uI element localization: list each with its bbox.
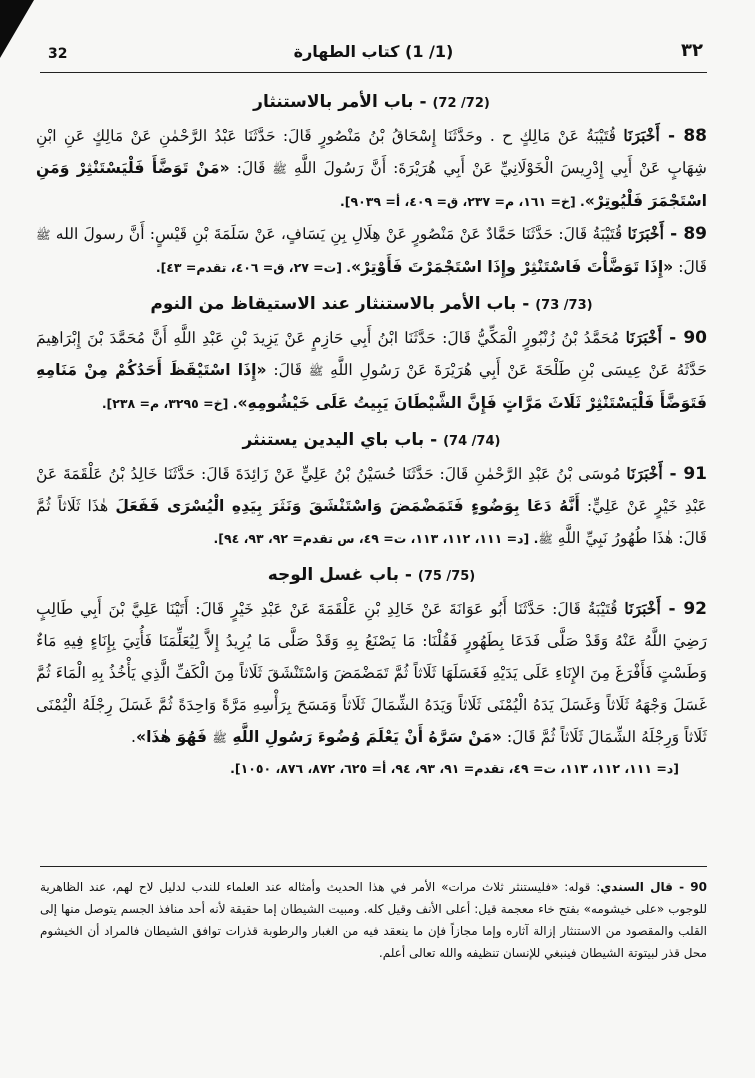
salutation-mark: ﷺ: [272, 162, 287, 176]
hadith-references: . [ت= ٢٧، ق= ٤٠٦، تقدم= ٤٣].: [155, 260, 352, 275]
hadith-91: [36, 458, 707, 555]
hadith-intro: أَخْبَرَنَا: [627, 224, 664, 243]
hadith-intro: أَخْبَرَنَا: [623, 126, 660, 145]
footnote: [40, 876, 707, 964]
hadith-matn: «مَنْ سَرَّهُ أَنْ يَعْلَمَ وُضُوءَ رَسُولِ اللَّهِ: [226, 728, 502, 746]
hadith-chain: قُتَيْبَةُ قَالَ: حَدَّثَنَا حَمَّادٌ عَنْ مَنْصُورٍ عَنْ هِلَالِ بِنِ يَسَافٍ، عَنْ سَلَمَةَ بْنِ قَيْسٍ: أَنَّ رسولَ الله: [50, 225, 628, 243]
hadith-intro: أَخْبَرَنَا: [624, 599, 661, 618]
hadith-matn: «إِذَا تَوَضَّأْتَ فَاسْتَنْثِرْ وإِذَا اسْتَجْمَرْتَ فَأَوْتِرْ»: [351, 258, 674, 276]
chapter-title: - باب الأمر بالاستنثار: [253, 92, 433, 112]
hadith-chain-end: قَالَ:: [266, 361, 309, 379]
hadith-88: [36, 120, 707, 218]
hadith-tail: هٰذَا ثَلَاثاً ثُمَّ قَالَ: هٰذَا طُهُورُ نَبِيِّ اللَّهِ: [36, 497, 707, 547]
chapter-title: - باب باي اليدين يستنثر: [242, 430, 444, 450]
page-header: [40, 36, 707, 70]
chapter-title: - باب غسل الوجه: [267, 565, 418, 585]
hadith-end: .: [131, 728, 136, 746]
salutation-mark: ﷺ: [308, 364, 324, 378]
chapter-heading: [36, 426, 707, 456]
hadith-matn-end: فَهُوَ هٰذَا»: [136, 728, 213, 746]
hadith-references: . [خ= ١٦١، م= ٢٣٧، ق= ٤٠٩، أ= ٩٠٣٩].: [340, 194, 585, 209]
hadith-references: . [خ= ٣٢٩٥، م= ٢٣٨].: [101, 396, 238, 411]
footnote-divider: [40, 866, 707, 867]
hadith-chain-end: قَالَ:: [229, 159, 273, 177]
hadith-number: 89 -: [663, 224, 707, 244]
hadith-matn: «مَنْ تَوَضَّأَ فَلْيَسْتَنْثِرْ وَمَنِ اسْتَجْمَرَ فَلْيُوتِرْ»: [36, 159, 707, 210]
hadith-number: 88 -: [659, 126, 707, 146]
main-text: [36, 82, 707, 782]
hadith-intro: أَخْبَرَنَا: [625, 328, 662, 347]
page-number-arabic: ٣٢: [681, 40, 703, 61]
page-number-latin: 32: [48, 46, 68, 62]
hadith-89: [36, 218, 707, 284]
hadith-references: [د= ١١١، ١١٢، ١١٣، ت= ٤٩، تقدم= ٩١، ٩٣، ٩٤، أ= ٦٢٥، ٨٧٢، ٨٧٦، ١٠٥٠].: [230, 761, 679, 776]
hadith-92: [36, 593, 707, 754]
chapter-number: (74/ 74): [443, 434, 501, 449]
hadith-intro: أَخْبَرَنَا: [626, 464, 663, 483]
chapter-heading: [36, 88, 707, 118]
hadith-chain-end: قَالَ:: [673, 258, 707, 276]
hadith-chain: مُحَمَّدُ بْنُ زُنْبُورٍ الْمَكِّيُّ قَالَ: حَدَّثَنَا ابْنُ أَبِي حَازِمٍ عَنْ يَزِيدَ بْنِ عَبْدِ اللَّهِ أَنَّ مُحَمَّدَ بْنَ إِبْرَاهِيمَ حَدَّثَهُ عَنْ عِيسَى بْنِ طَلْحَةَ عَنْ أَبِي هُرَيْرَةَ عَنْ رَسُولِ اللَّهِ: [36, 329, 707, 379]
hadith-matn: «إِذَا اسْتَيْقَظَ أَحَدُكُمْ مِنْ مَنَامِهِ فَتَوَضَّأَ فَلْيَسْتَنْثِرْ ثَلَاثَ مَرَّاتٍ فَإِنَّ الشَّيْطَانَ يَبِيتُ عَلَى خَيْشُومِهِ»: [36, 361, 707, 412]
salutation-mark: ﷺ: [538, 532, 553, 546]
hadith-chain: قُتَيْبَةُ قَالَ: حَدَّثَنَا أَبُو عَوَانَةَ عَنْ خَالِدِ بْنِ عَلْقَمَةَ عَنْ عَبْدِ خَيْرٍ قَالَ: أَتَيْنَا عَلِيَّ بْنَ أَبِي طَالِبٍ رَضِيَ اللَّهُ عَنْهُ وَقَدْ صَلَّى فَدَعَا بِطَهُورٍ فَقُلْنَا: مَا يَصْنَعُ بِهِ وَقَدْ صَلَّى مَا يُرِيدُ إِلاَّ لِيُعَلِّمَنَا فَأُتِيَ بِإِنَاءٍ فِيهِ مَاءٌ وَطَسْتٍ فَأَفْرَغَ مِنَ الإِنَاءِ عَلَى يَدَيْهِ فَغَسَلَهَا ثَلَاثاً ثُمَّ تَمَضْمَضَ وَاسْتَنْشَقَ ثَلَاثاً مِنَ الْكَفِّ الَّذِي يَأْخُذُ بِهِ الْمَاءَ ثُمَّ غَسَلَ وَجْهَهُ ثَلَاثاً وَغَسَلَ يَدَهُ الْيُمْنَى ثَلَاثاً وَيَدَهُ الشِّمَالَ ثَلَاثاً وَمَسَحَ بِرَأْسِهِ مَرَّةً وَاحِدَةً ثُمَّ غَسَلَ رِجْلَهُ الْيُمْنَى ثَلَاثاً وَرِجْلَهُ الشِّمَالَ ثَلَاثاً ثُمَّ قَالَ:: [36, 600, 707, 746]
chapter-number: (75/ 75): [417, 569, 476, 584]
page-corner-shadow: [0, 0, 34, 58]
hadith-references: . [د= ١١١، ١١٢، ١١٣، ت= ٤٩، س تقدم= ٩٢، ٩٣، ٩٤].: [213, 531, 539, 546]
salutation-mark: ﷺ: [212, 731, 227, 745]
hadith-number: 91 -: [662, 464, 707, 484]
footnote-text: : قوله: «فليستنثر ثلاث مرات» الأمر في هذا الحديث وأمثاله عند العلماء للندب لدليل لاح لهم، عند الظاهرية للوجوب «على خيشومه» بفتح خاء معجمة قيل: أعلى الأنف وقيل كله. ومبيت الشيطان إما حقيقة لأنه أحد منافذ الجسم يتوصل منها إلى القلب والمقصود من الاستنثار إزالة آثاره وإما مجازاً فإن ما ينعقد فيه من الغبار والرطوبة قذرات توافق الشيطان فالمراد أن الخيشوم محل قذر لبيتوتة الشيطان فينبغي للإنسان تنظيفه والله تعالى أعلم.: [40, 880, 707, 960]
hadith-number: 92 -: [660, 599, 707, 619]
chapter-heading: [36, 290, 707, 320]
hadith-number: 90 -: [661, 328, 707, 348]
hadith-chain: قُتَيْبَةُ عَنْ مَالِكٍ ح . وحَدَّثَنَا إِسْحَاقُ بْنُ مَنْصُورٍ قَالَ: حَدَّثَنَا عَبْدُ الرَّحْمٰنِ عَنْ مَالِكٍ عَنِ ابْنِ شِهَابٍ عَنْ أَبِي إِدْرِيسَ الْخَوْلَانِيِّ عَنْ أَبِي هُرَيْرَةَ: أَنَّ رَسُولَ اللَّهِ: [36, 127, 708, 177]
hadith-90: [36, 322, 707, 420]
salutation-mark: ﷺ: [36, 228, 51, 242]
chapter-heading: [36, 561, 707, 591]
chapter-number: (73/ 73): [535, 298, 593, 313]
chapter-number: (72/ 72): [432, 96, 490, 111]
chapter-title: - باب الأمر بالاستنثار عند الاستيقاظ من النوم: [150, 294, 536, 314]
hadith-matn: أَنَّهُ دَعَا بِوَضُوءٍ فَتَمَضْمَضَ وَاسْتَنْشَقَ وَنَثَرَ بِيَدِهِ الْيُسْرَى فَفَعَلَ: [115, 497, 580, 515]
running-title: (1/ 1) كتاب الطهارة: [293, 42, 454, 61]
hadith-chain: مُوسَى بْنُ عَبْدِ الرَّحْمٰنِ قَالَ: حَدَّثَنَا حُسَيْنُ بْنُ عَلِيٍّ عَنْ زَائِدَةَ قَالَ: حَدَّثَنَا خَالِدُ بْنُ عَلْقَمَةَ عَنْ عَبْدِ خَيْرٍ عَنْ عَلِيٍّ:: [36, 465, 707, 515]
footnote-head: 90 - قال السندي: [600, 880, 707, 894]
header-divider: [40, 72, 707, 73]
